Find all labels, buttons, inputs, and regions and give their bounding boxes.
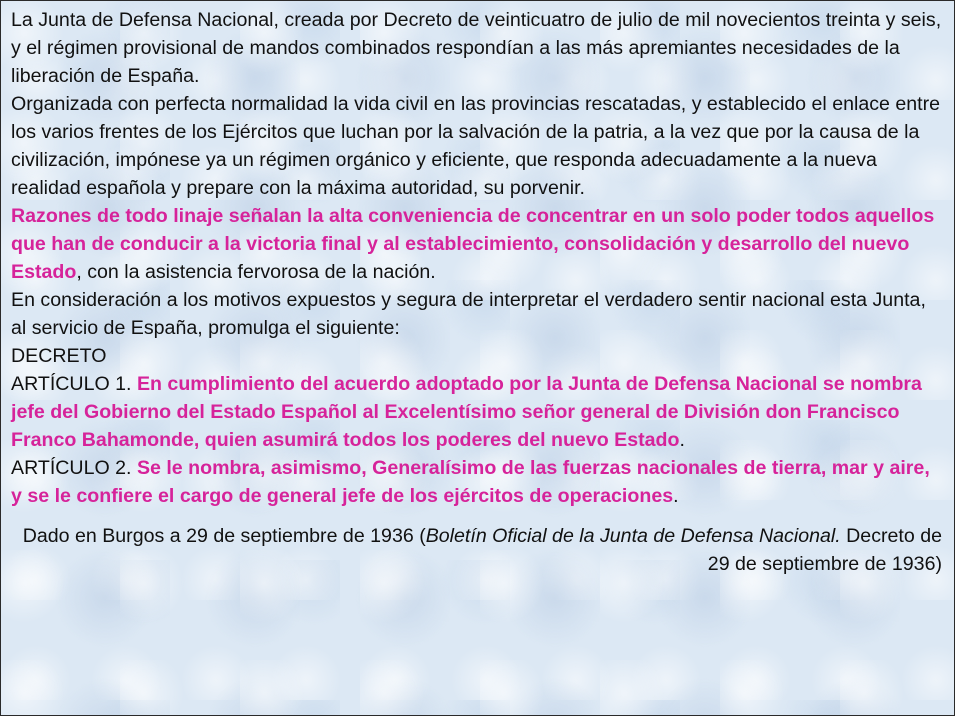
paragraph-razones — [11, 202, 942, 286]
article-1 — [11, 370, 942, 454]
article-2 — [11, 454, 942, 510]
paragraph-preamble: La Junta de Defensa Nacional, creada por Decreto de veinticuatro de julio de mil novecientos treinta y seis, y el régimen provisional de mandos combinados respondían a las más apremiantes necesidades de la liberación de España. — [11, 9, 942, 87]
decreto-heading: DECRETO — [11, 345, 107, 367]
signature-line — [11, 522, 942, 578]
paragraph-organizada: Organizada con perfecta normalidad la vida civil en las provincias rescatadas, y establecido el enlace entre los varios frentes de los Ejércitos que luchan por la salvación de la patria, a la vez que por la causa de la civilización, impónese ya un régimen orgánico y eficiente, que responda adecuadamente a la nueva realidad española y prepare con la máxima autoridad, su porvenir. — [11, 93, 941, 199]
article-1-end: . — [679, 429, 685, 451]
article-1-text: En cumplimiento del acuerdo adoptado por la Junta de Defensa Nacional se nombra jefe del Gobierno del Estado Español al Excelentísimo señor general de División don Francisco Franco Bahamonde, quien asumirá todos los poderes del nuevo Estado — [11, 373, 922, 451]
article-2-end: . — [673, 485, 679, 507]
signature-pre: Dado en Burgos a 29 de septiembre de 1936 ( — [22, 525, 426, 547]
signature-post: Decreto de 29 de septiembre de 1936) — [707, 525, 942, 575]
paragraph-consideracion: En consideración a los motivos expuestos y segura de interpretar el verdadero sentir nacional esta Junta, al servicio de España, promulga el siguiente: — [11, 289, 926, 339]
article-2-label: ARTÍCULO 2. — [11, 457, 137, 479]
text-razones-rest: , con la asistencia fervorosa de la nación. — [76, 261, 436, 283]
article-1-label: ARTÍCULO 1. — [11, 373, 137, 395]
signature-source: Boletín Oficial de la Junta de Defensa Nacional. — [425, 525, 841, 547]
highlight-razones: Razones de todo linaje señalan la alta conveniencia de concentrar en un solo poder todos aquellos que han de conducir a la victoria final y al establecimiento, consolidación y desarrollo del nuevo Estado — [11, 205, 935, 283]
article-2-text: Se le nombra, asimismo, Generalísimo de las fuerzas nacionales de tierra, mar y aire, y se le confiere el cargo de general jefe de los ejércitos de operaciones — [11, 457, 930, 507]
